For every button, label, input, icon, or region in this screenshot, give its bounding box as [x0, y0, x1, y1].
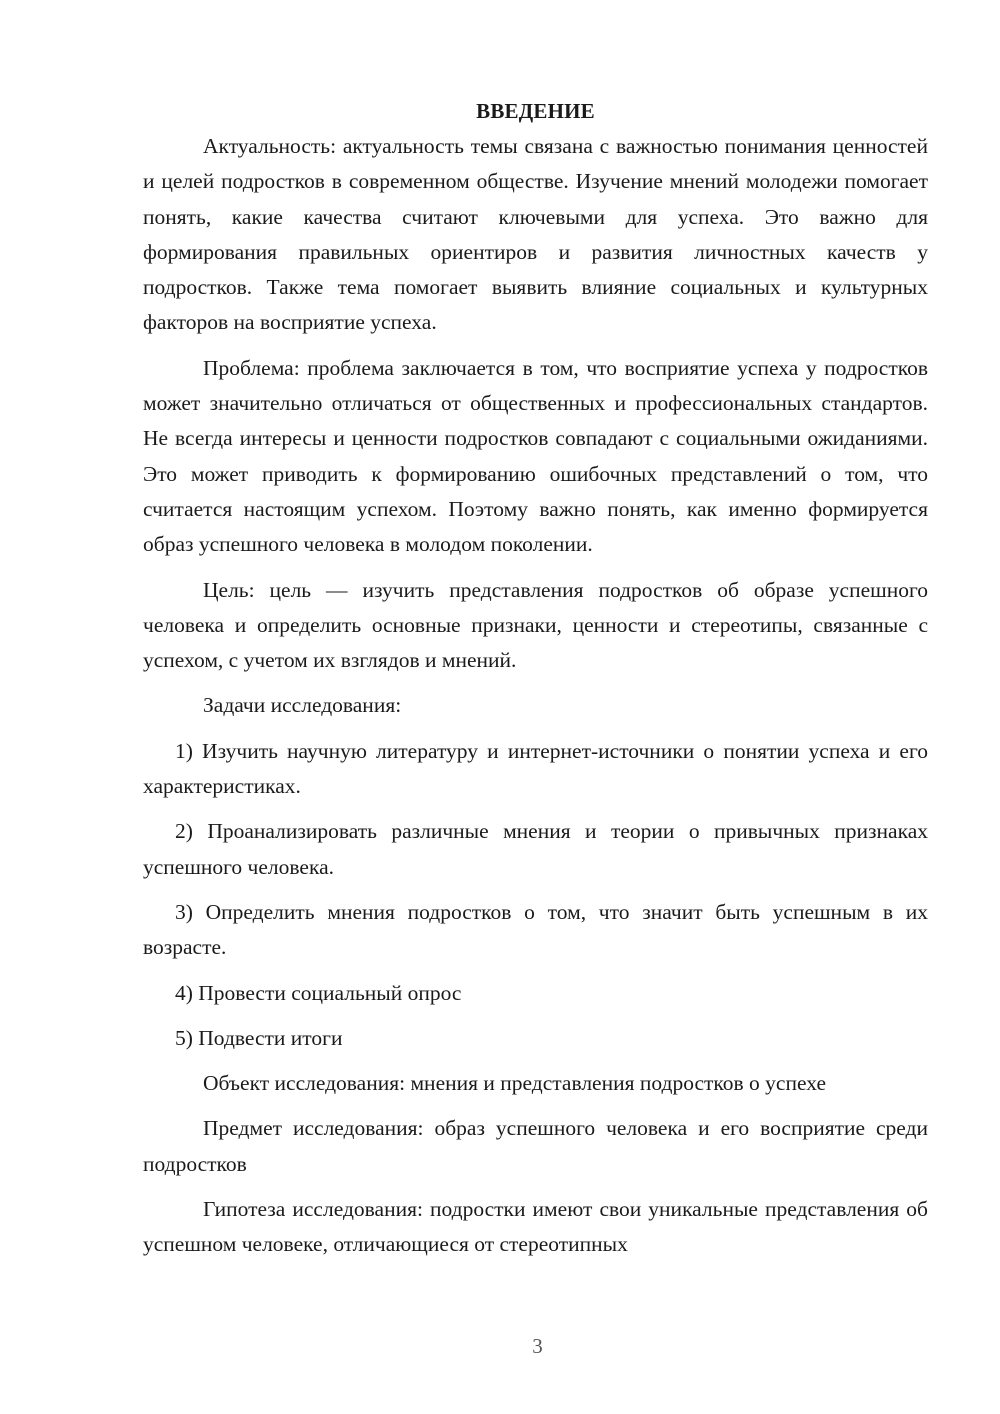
paragraph-relevance: Актуальность: актуальность темы связана с важностью понимания ценностей и целей подростков в современном обществе. Изучение мнений молодежи помогает понять, какие качества считают ключевыми для успеха. Это важно для формирования правильных ориентиров и развития личностных качеств у подростков. Также тема помогает выявить влияние социальных и культурных факторов на восприятие успеха. [143, 134, 928, 335]
paragraph-problem: Проблема: проблема заключается в том, что восприятие успеха у подростков может значительно отличаться от общественных и профессиональных стандартов. Не всегда интересы и ценности подростков совпадают с социальными ожиданиями. Это может приводить к формированию ошибочных представлений о том, что считается настоящим успехом. Поэтому важно понять, как именно формируется образ успешного человека в молодом поколении. [143, 355, 928, 557]
task-item-1: 1) Изучить научную литературу и интернет-источники о понятии успеха и его характеристиках. [143, 738, 928, 799]
page-title: ВВЕДЕНИЕ [476, 99, 595, 123]
page-number: 3 [532, 1334, 543, 1358]
paragraph-hypothesis: Гипотеза исследования: подростки имеют свои уникальные представления об успешном человеке, отличающиеся от стереотипных [143, 1197, 928, 1257]
task-item-5: 5) Подвести итоги [175, 1025, 343, 1050]
paragraph-object: Объект исследования: мнения и представления подростков о успехе [203, 1071, 826, 1096]
task-item-4: 4) Провести социальный опрос [175, 980, 462, 1005]
document-page [143, 94, 928, 1263]
task-item-3: 3) Определить мнения подростков о том, что значит быть успешным в их возрасте. [143, 899, 928, 960]
paragraph-goal: Цель: цель — изучить представления подростков об образе успешного человека и определить основные признаки, ценности и стереотипы, связанные с успехом, с учетом их взглядов и мнений. [143, 577, 928, 673]
tasks-heading: Задачи исследования: [203, 693, 402, 718]
paragraph-subject: Предмет исследования: образ успешного человека и его восприятие среди подростков [143, 1116, 928, 1176]
task-item-2: 2) Проанализировать различные мнения и теории о привычных признаках успешного человека. [143, 819, 928, 879]
